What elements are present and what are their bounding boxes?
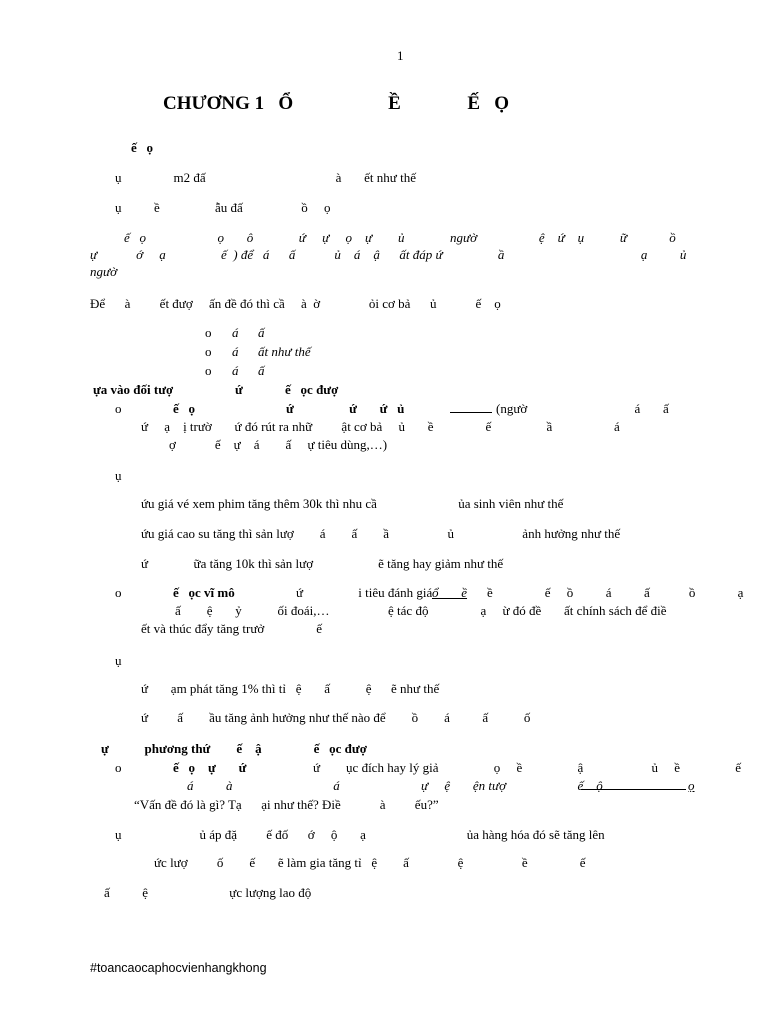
text-line: ứ ạ ị trườ ứ đó rút ra nhữ ật cơ bả ủ ề ế ầ á bbox=[141, 419, 620, 434]
section-heading: ựa vào đối tượ ứ ế ọc đượ bbox=[93, 382, 339, 397]
bullet-marker: o bbox=[115, 585, 122, 600]
fill-blank bbox=[450, 401, 492, 413]
page-number: 1 bbox=[397, 48, 404, 63]
bullet-marker: o bbox=[115, 760, 122, 775]
list-item: á ất như thế bbox=[232, 344, 311, 359]
text-line: Để à ết đượ ấn đề đó thì cầ à ờ ỏi cơ bả ủ ế ọ bbox=[90, 296, 501, 311]
bullet-marker: o bbox=[115, 401, 122, 416]
definition-line: ế ọ ọ ô ứ ự ọ ự ủ ngườ ệ ứ ụ ữ ồ bbox=[124, 230, 676, 245]
definition-line: ngườ bbox=[90, 264, 118, 279]
section-heading: ế ọ bbox=[131, 140, 154, 155]
bullet-marker: o bbox=[205, 363, 212, 378]
bullet-marker: o bbox=[205, 325, 212, 340]
text-line: á à á ự ệ ện tượ ế ộ bbox=[187, 778, 603, 793]
text-line: ấ ệ ỷ ối đoái,… ệ tác độ ạ ừ đó đề ất chính sách để điề bbox=[175, 603, 667, 618]
list-item: á ấ bbox=[232, 325, 265, 340]
text-line: (ngườ á ấ bbox=[496, 401, 669, 416]
section-heading: ự phương thứ ế ậ ế ọc đượ bbox=[101, 741, 367, 756]
bullet-text: ế ọ ự ứ bbox=[173, 760, 247, 775]
bullet-marker: o bbox=[205, 344, 212, 359]
text-line: ề ế ồ á ấ ồ ạ bbox=[487, 585, 744, 600]
example-line: ức lượ ố ế ẽ làm gia tăng tỉ ệ ấ ệ ề ế bbox=[154, 855, 586, 870]
text-line: ợ ế ự á ấ ự tiêu dùng,…) bbox=[169, 437, 388, 452]
example-label: ụ bbox=[115, 653, 122, 668]
fill-blank bbox=[581, 778, 686, 790]
text-line: ụ m2 đấ à ết như thế bbox=[115, 170, 416, 185]
footer-hashtag: #toancaocaphocvienhangkhong bbox=[90, 961, 267, 975]
bullet-text: ế ọ ứ ứ ứ ủ bbox=[173, 401, 405, 416]
bullet-text: ế ọc vĩ mô bbox=[173, 585, 235, 600]
chapter-title: CHƯƠNG 1 Ổ Ề Ế Ọ bbox=[163, 93, 510, 114]
example-line: ứu giá cao su tăng thì sản lượ á ấ ầ ủ ảnh hưởng như thế bbox=[141, 526, 621, 541]
text-line: ứ ục đích hay lý giả ọ ề ậ ủ ề ế bbox=[313, 760, 742, 775]
list-item: á ấ bbox=[232, 363, 265, 378]
example-line: ấ ệ ực lượng lao độ bbox=[104, 885, 312, 900]
underlined-text: ọ bbox=[688, 778, 695, 793]
quote-line: “Vấn đề đó là gì? Tạ ại như thế? Điề à ếu?” bbox=[134, 797, 439, 812]
text-line: ứ i tiêu đánh giá bbox=[296, 585, 433, 600]
definition-line: ự ớ ạ ế ) để á ấ ủ á ậ ất đáp ứ ầ ạ ủ bbox=[90, 247, 687, 262]
example-line: ứ ấ ầu tăng ảnh hưởng như thế nào để ồ á ấ ố bbox=[141, 710, 531, 725]
underlined-text: ổ ề bbox=[432, 585, 468, 600]
example-line: ứ ạm phát tăng 1% thì tỉ ệ ấ ệ ẽ như thế bbox=[141, 681, 440, 696]
example-label: ụ bbox=[115, 468, 122, 483]
text-line: ụ ề ẫu đấ ồ ọ bbox=[115, 200, 331, 215]
example-line: ứu giá vé xem phim tăng thêm 30k thì nhu cầ ủa sinh viên như thế bbox=[141, 496, 564, 511]
example-line: ứ ữa tăng 10k thì sản lượ ẽ tăng hay giảm như thế bbox=[141, 556, 504, 571]
example-line: ụ ủ áp đặ ế đố ớ ộ ạ ủa hàng hóa đó sẽ tăng lên bbox=[115, 827, 605, 842]
text-line: ết và thúc đẩy tăng trưở ế bbox=[141, 621, 323, 636]
